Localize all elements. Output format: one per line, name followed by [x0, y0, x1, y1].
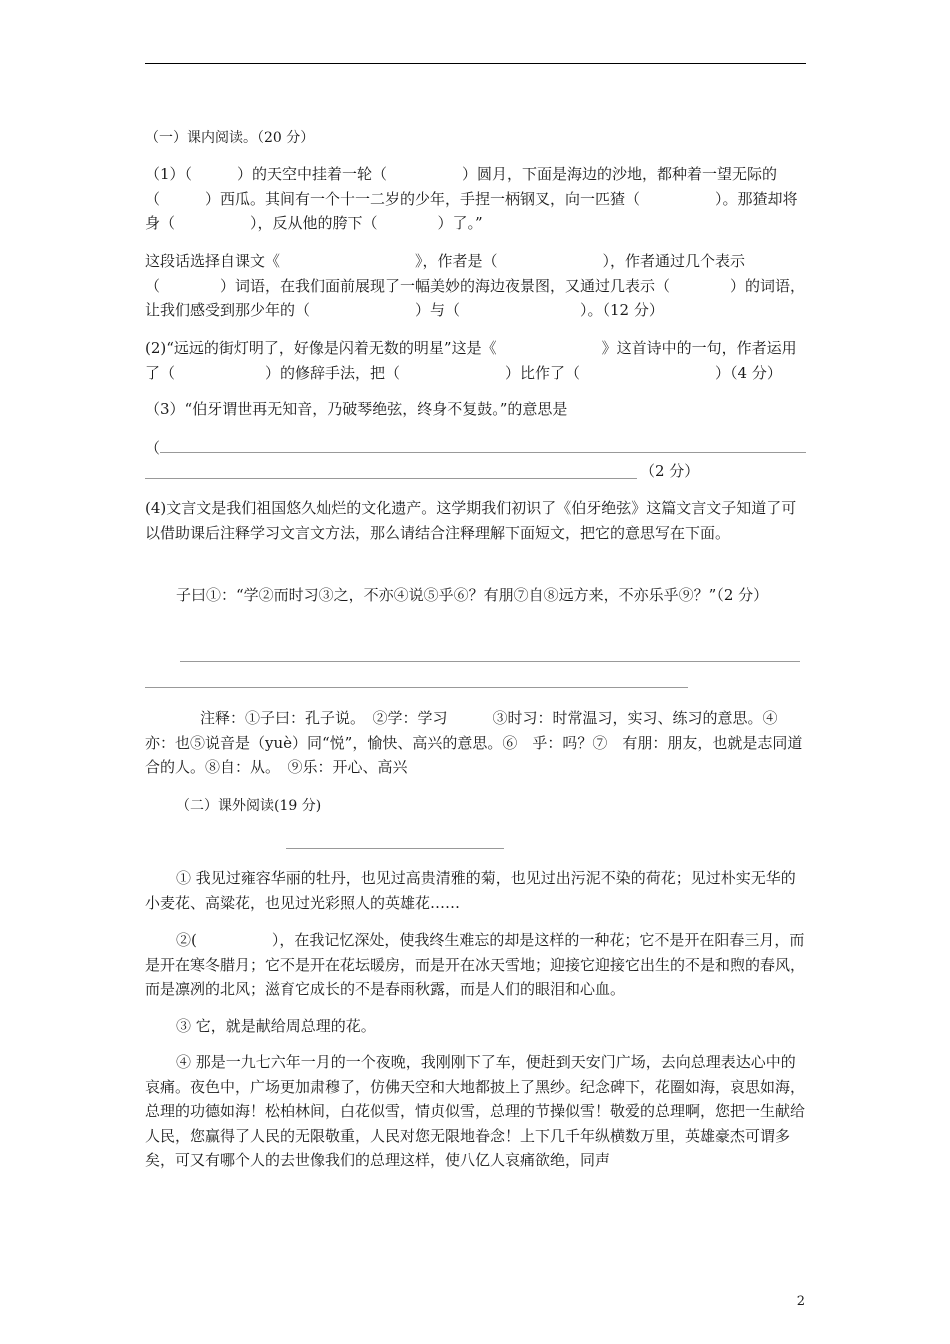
q1-question: 这段话选择自课文《 》，作者是（ ），作者通过几个表示（ ）词语，在我们面前展现了一幅美妙的海边夜景图，又通过几表示（ ）的词语，让我们感受到那少年的（ ）与（ ）。（12 分） [145, 252, 806, 319]
q4-answer-line-1[interactable] [180, 661, 800, 662]
q4-question: (4)文言文是我们祖国悠久灿烂的文化遗产。这学期我们初识了《伯牙绝弦》这篇文言文子知道了可以借助课后注释学习文言文方法，那么请结合注释理解下面短文，把它的意思写在下面。 [145, 499, 797, 542]
q1-passage: （1）（ ）的天空中挂着一轮（ ）圆月，下面是海边的沙地，都种着一望无际的（ ）西瓜。其间有一个十一二岁的少年，手捏一柄钢叉，向一匹猹（ ）。那猹却将身（ ），反从他的胯下（ ）了。” [145, 165, 798, 232]
title-blank-line[interactable] [286, 848, 504, 849]
q3-question: （3）“伯牙谓世再无知音，乃破琴绝弦，终身不复鼓。”的意思是 [145, 400, 568, 418]
passage-paragraph-3: ③ 它，就是献给周总理的花。 [176, 1017, 376, 1035]
q4-notes: 注释：①子曰：孔子说。 ②学：学习 ③时习：时常温习，实习、练习的意思。④亦：也⑤说音是（yuè）同“悦”，愉快、高兴的意思。⑥ 乎：吗？⑦ 有朋：朋友，也就是志同道合的人。⑧自：从。 ⑨乐：开心、高兴 [145, 709, 803, 776]
passage-paragraph-4: ④ 那是一九七六年一月的一个夜晚，我刚刚下了车，便赶到天安门广场，去向总理表达心中的哀痛。夜色中，广场更加肃穆了，仿佛天空和大地都披上了黑纱。纪念碑下，花圈如海，哀思如海，总理的功德如海！松柏林间，白花似雪，情贞似雪，总理的节操似雪！敬爱的总理啊，您把一生献给人民，您赢得了人民的无限敬重，人民对您无限地眷念！上下几千年纵横数万里，英雄豪杰可谓多矣，可又有哪个人的去世像我们的总理这样，使八亿人哀痛欲绝，同声 [145, 1053, 806, 1169]
section1-heading: （一）课内阅读。（20 分） [145, 130, 315, 146]
q2-question: (2)“远远的街灯明了，好像是闪着无数的明星”这是《 》这首诗中的一句，作者运用了（ ）的修辞手法，把（ ）比作了（ ）（4 分） [145, 339, 797, 382]
page-number: 2 [796, 1294, 805, 1309]
passage-paragraph-1: ① 我见过雍容华丽的牡丹，也见过高贵清雅的菊，也见过出污泥不染的荷花；见过朴实无华的小麦花、高粱花，也见过光彩照人的英雄花…… [145, 869, 796, 912]
header-rule [145, 63, 806, 64]
passage-paragraph-2: ②( ），在我记忆深处，使我终生难忘的却是这样的一种花；它不是开在阳春三月，而是开在寒冬腊月；它不是开在花坛暖房，而是开在冰天雪地；迎接它迎接它出生的不是和煦的春风，而是凛冽的北风；滋育它成长的不是春雨秋露，而是人们的眼泪和心血。 [145, 931, 806, 998]
q4-classical-quote: 子曰①：“学②而时习③之，不亦④说⑤乎⑥？有朋⑦自⑧远方来，不亦乐乎⑨？”（2 分） [176, 586, 769, 604]
q3-score: （2 分） [640, 462, 700, 480]
q4-answer-line-2[interactable] [145, 687, 688, 688]
q3-answer-open-paren: （ [145, 439, 161, 457]
q3-answer-line-2[interactable] [145, 478, 637, 479]
section2-heading: （二）课外阅读(19 分) [176, 798, 322, 814]
q3-answer-line-1[interactable] [160, 452, 806, 453]
